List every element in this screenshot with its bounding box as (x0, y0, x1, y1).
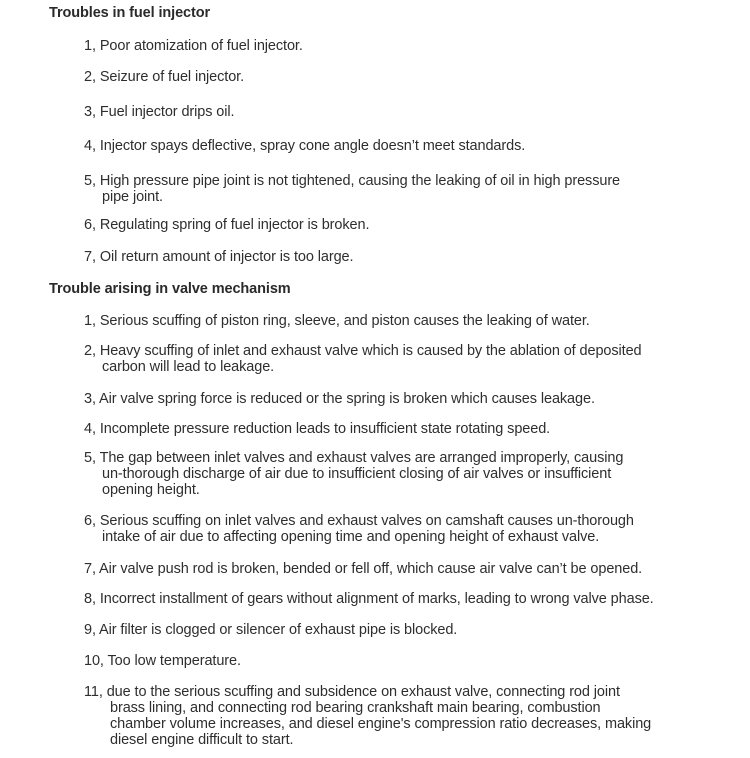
list-item (84, 173, 620, 205)
item-text: Injector spays deflective, spray cone angle doesn’t meet standards. (99, 138, 526, 154)
item-text: Seizure of fuel injector. (99, 69, 245, 85)
item-number: 4, (84, 421, 96, 437)
list-item (84, 138, 525, 154)
item-number: 7, (84, 561, 96, 577)
list-item (84, 249, 353, 265)
item-number: 11, (84, 684, 103, 700)
item-text: Serious scuffing of piston ring, sleeve, and piston causes the leaking of water. (99, 313, 590, 329)
list-item (84, 217, 369, 233)
item-text-continuation: diesel engine difficult to start. (110, 732, 294, 748)
list-item (84, 684, 651, 748)
item-text: Serious scuffing on inlet valves and exhaust valves on camshaft causes un-thorough (99, 513, 634, 529)
list-item (84, 104, 234, 120)
item-text-continuation: opening height. (102, 482, 200, 498)
list-item (84, 38, 303, 54)
list-item (84, 69, 244, 85)
item-text-continuation: un-thorough discharge of air due to insufficient closing of air valves or insufficient (102, 466, 612, 482)
list-item (84, 561, 642, 577)
item-number: 3, (84, 104, 96, 120)
item-number: 1, (84, 313, 96, 329)
section-heading-fuel-injector: Troubles in fuel injector (49, 5, 211, 21)
list-item (84, 591, 654, 607)
section-heading-valve-mechanism: Trouble arising in valve mechanism (49, 281, 291, 297)
item-text: Fuel injector drips oil. (99, 104, 235, 120)
item-text-continuation: chamber volume increases, and diesel engine's compression ratio decreases, making (110, 716, 652, 732)
item-number: 3, (84, 391, 96, 407)
item-number: 2, (84, 343, 96, 359)
item-number: 6, (84, 513, 96, 529)
item-text: Air filter is clogged or silencer of exhaust pipe is blocked. (99, 622, 458, 638)
list-item (84, 513, 634, 545)
item-text-continuation: intake of air due to affecting opening time and opening height of exhaust valve. (102, 529, 600, 545)
list-item (84, 622, 457, 638)
item-text-continuation: pipe joint. (102, 189, 163, 205)
item-number: 1, (84, 38, 96, 54)
item-text: Regulating spring of fuel injector is broken. (99, 217, 370, 233)
item-text: Incorrect installment of gears without alignment of marks, leading to wrong valve phase. (99, 591, 654, 607)
item-text-continuation: brass lining, and connecting rod bearing crankshaft main bearing, combustion (110, 700, 601, 716)
item-text: Heavy scuffing of inlet and exhaust valve which is caused by the ablation of deposited (99, 343, 642, 359)
item-text-continuation: carbon will lead to leakage. (102, 359, 275, 375)
item-number: 2, (84, 69, 96, 85)
item-number: 6, (84, 217, 96, 233)
item-text: Too low temperature. (107, 653, 241, 669)
list-item (84, 421, 550, 437)
item-text: Air valve push rod is broken, bended or fell off, which cause air valve can’t be opened. (99, 561, 643, 577)
item-number: 8, (84, 591, 96, 607)
item-text: Incomplete pressure reduction leads to insufficient state rotating speed. (99, 421, 551, 437)
item-text: Poor atomization of fuel injector. (99, 38, 303, 54)
item-number: 10, (84, 653, 104, 669)
item-text: due to the serious scuffing and subsidence on exhaust valve, connecting rod joint (106, 684, 620, 700)
list-item (84, 653, 241, 669)
item-number: 5, (84, 173, 96, 189)
item-number: 7, (84, 249, 96, 265)
list-item (84, 450, 623, 498)
item-text: Oil return amount of injector is too large. (99, 249, 354, 265)
item-number: 5, (84, 450, 96, 466)
list-item (84, 391, 595, 407)
item-text: Air valve spring force is reduced or the spring is broken which causes leakage. (99, 391, 595, 407)
list-item (84, 343, 642, 375)
list-item (84, 313, 590, 329)
item-text: The gap between inlet valves and exhaust valves are arranged improperly, causing (99, 450, 624, 466)
item-text: High pressure pipe joint is not tightened, causing the leaking of oil in high pressure (99, 173, 621, 189)
item-number: 4, (84, 138, 96, 154)
item-number: 9, (84, 622, 96, 638)
